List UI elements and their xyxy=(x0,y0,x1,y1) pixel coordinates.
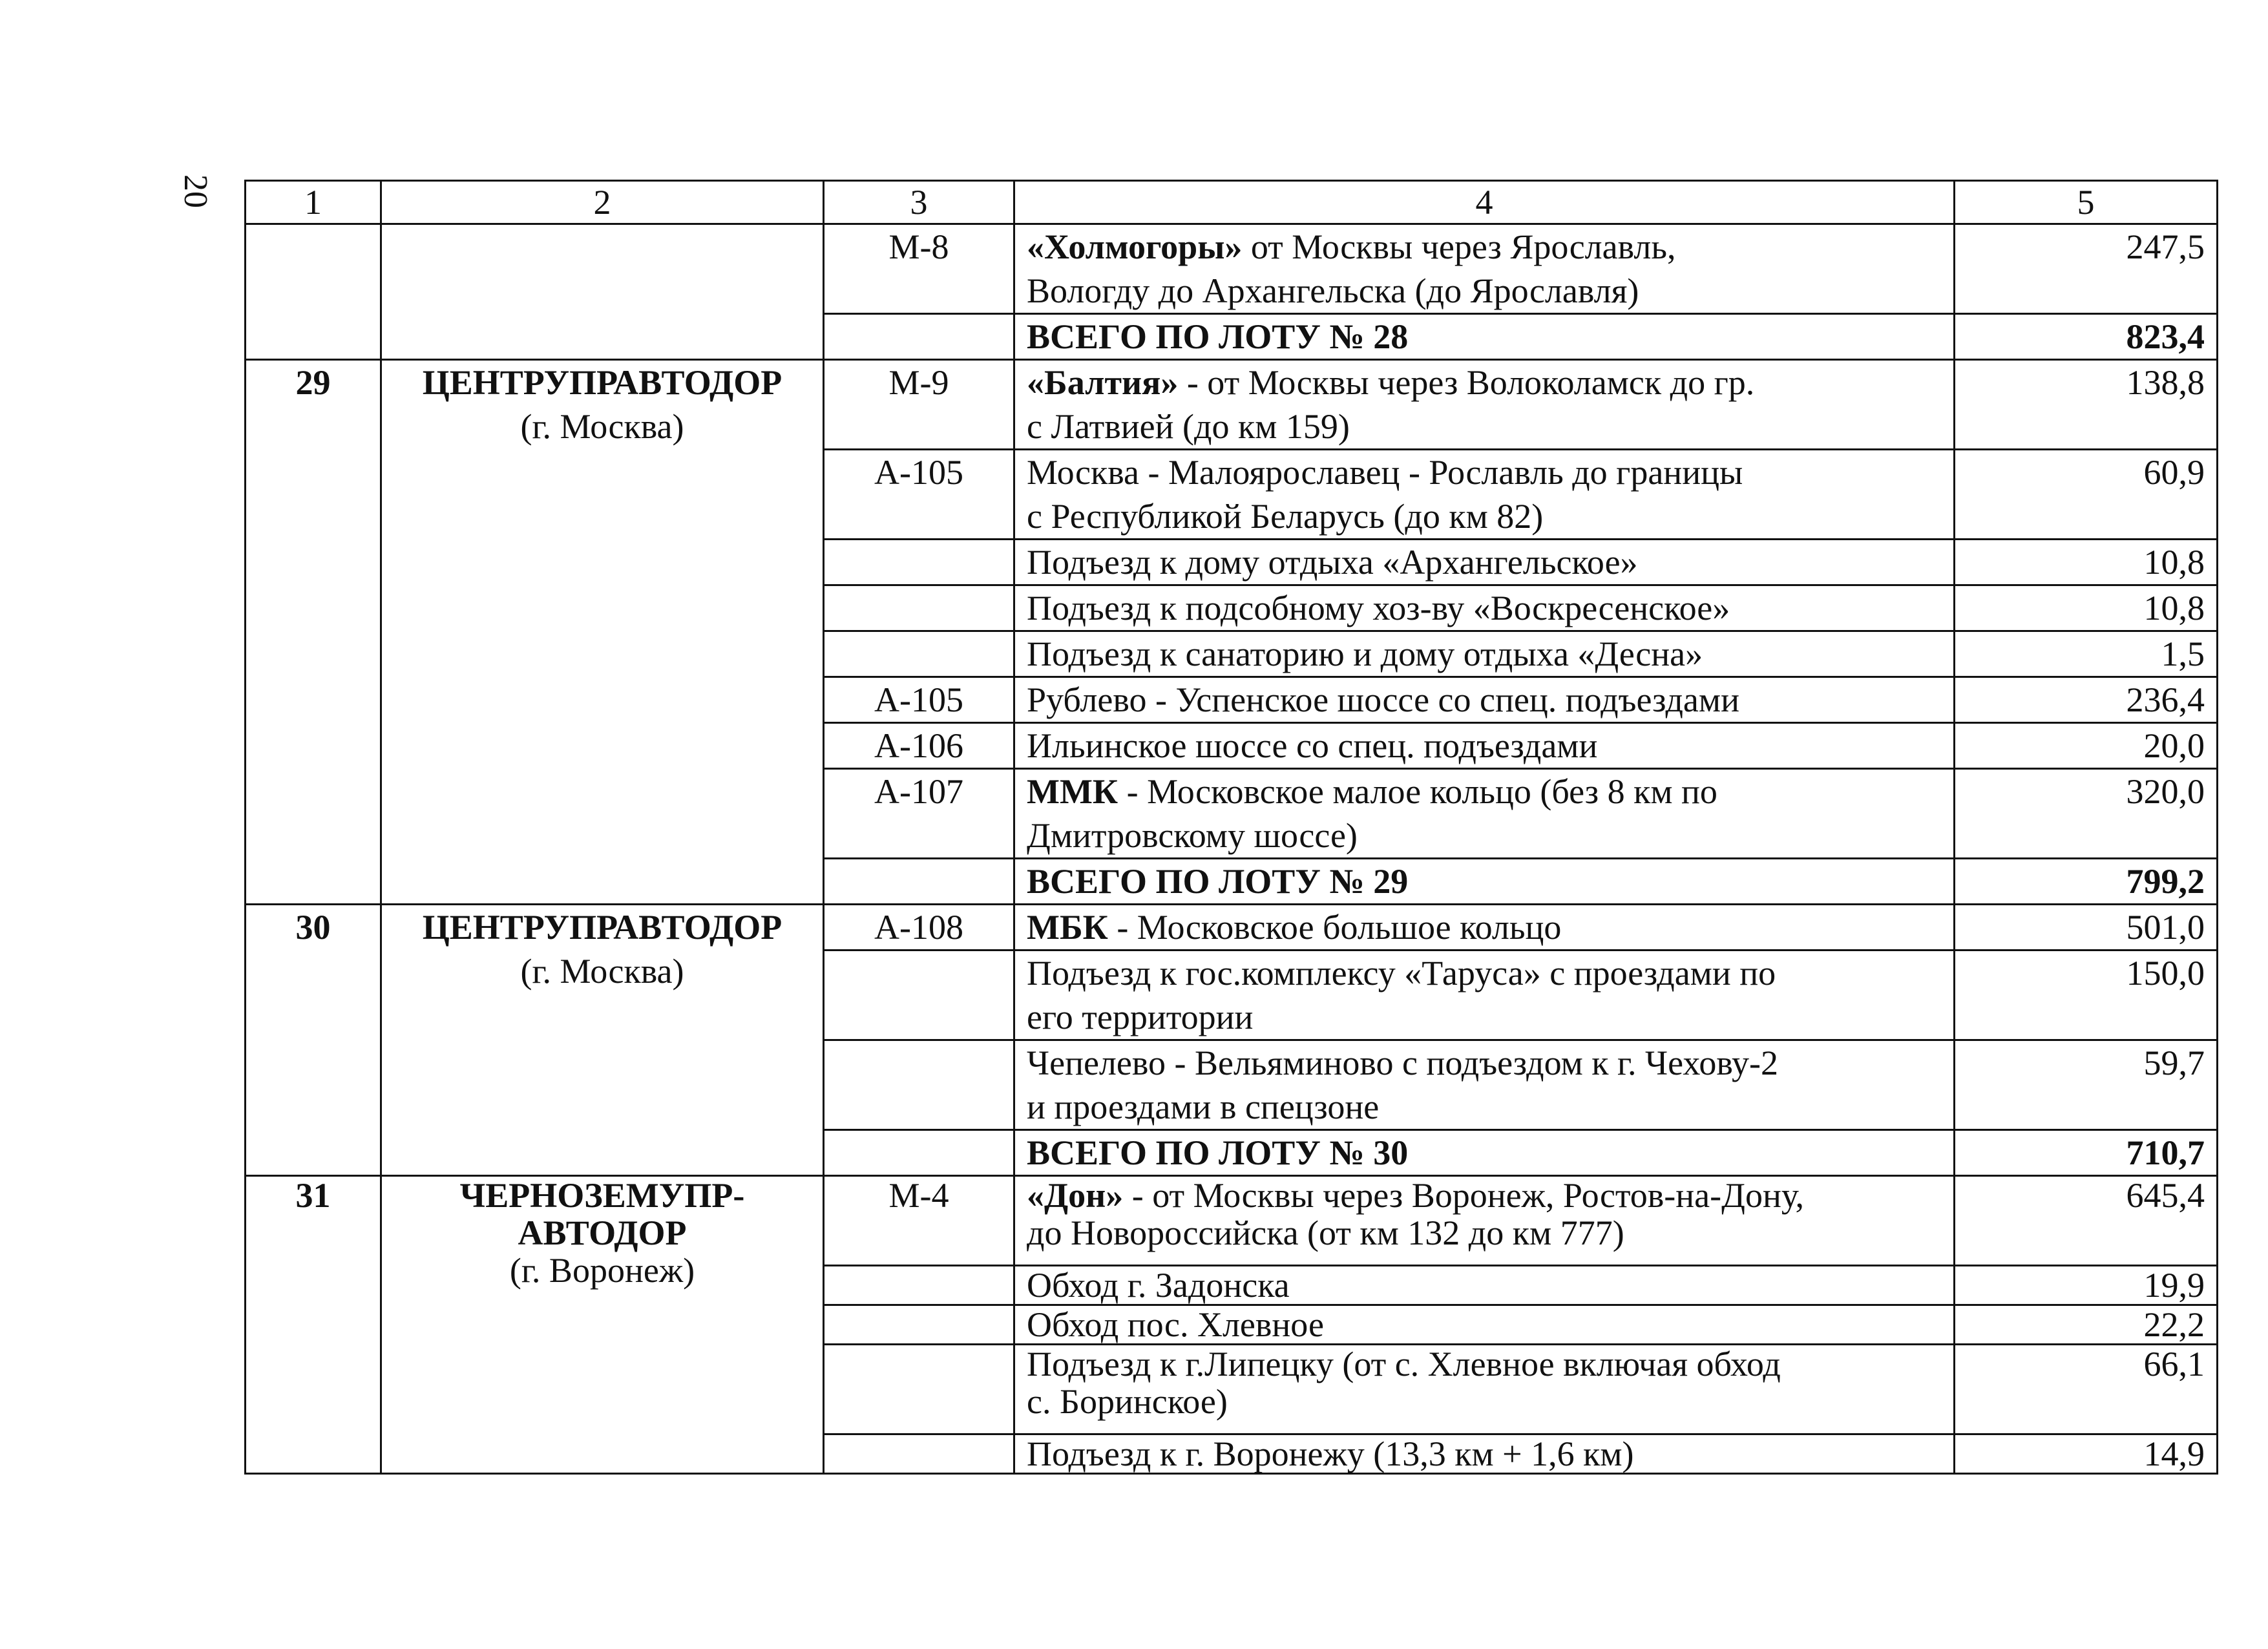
road-name xyxy=(1014,224,1955,314)
organization-city: (г. Москва) xyxy=(520,407,684,446)
header-col-4: 4 xyxy=(1014,181,1955,224)
organization-cell xyxy=(381,224,824,360)
road-name-bold: ММК xyxy=(1027,772,1118,811)
road-code: М-8 xyxy=(824,224,1014,314)
road-length: 645,4 xyxy=(1955,1176,2218,1266)
organization-cell xyxy=(381,905,824,1176)
lot-total-value: 710,7 xyxy=(1955,1130,2218,1176)
road-name-text: - Московское большое кольцо xyxy=(1108,908,1562,947)
road-code xyxy=(824,1434,1014,1474)
road-name xyxy=(1014,1266,1955,1305)
road-code: А-105 xyxy=(824,450,1014,540)
road-name-text: Подъезд к г.Липецку (от с. Хлевное включая обход с. Боринское) xyxy=(1027,1345,1781,1421)
header-col-2: 2 xyxy=(381,181,824,224)
header-col-1: 1 xyxy=(246,181,381,224)
road-length: 19,9 xyxy=(1955,1266,2218,1305)
roads-table-body xyxy=(246,181,2218,1474)
road-name-text: Обход г. Задонска xyxy=(1027,1266,1290,1305)
road-name xyxy=(1014,1176,1955,1266)
road-code xyxy=(824,1266,1014,1305)
road-name-text: - от Москвы через Воронеж, Ростов-на-Дону, до Новороссийска (от км 132 до км 777) xyxy=(1027,1176,1804,1252)
road-code: А-106 xyxy=(824,723,1014,769)
lot-total-label: ВСЕГО ПО ЛОТУ № 30 xyxy=(1014,1130,1955,1176)
road-name xyxy=(1014,450,1955,540)
header-col-5: 5 xyxy=(1955,181,2218,224)
road-code xyxy=(824,951,1014,1040)
lot-total-label: ВСЕГО ПО ЛОТУ № 28 xyxy=(1014,314,1955,360)
lot-total-code xyxy=(824,859,1014,905)
road-code: М-4 xyxy=(824,1176,1014,1266)
road-length: 20,0 xyxy=(1955,723,2218,769)
organization-name: ЦЕНТРУПРАВТОДОР xyxy=(422,908,782,947)
road-length: 60,9 xyxy=(1955,450,2218,540)
table-row xyxy=(246,224,2218,314)
table-row xyxy=(246,360,2218,450)
table-row xyxy=(246,905,2218,951)
road-name-text: Подъезд к подсобному хоз-ву «Воскресенское» xyxy=(1027,589,1730,627)
table-header-row xyxy=(246,181,2218,224)
road-name-text: Подъезд к санаторию и дому отдыха «Десна» xyxy=(1027,635,1703,673)
road-name-text: Чепелево - Вельяминово с подъездом к г. Чехову-2 и проездами в спецзоне xyxy=(1027,1044,1778,1126)
organization-cell xyxy=(381,1176,824,1474)
road-length: 10,8 xyxy=(1955,585,2218,631)
lot-number xyxy=(246,224,381,360)
organization-name: ЦЕНТРУПРАВТОДОР xyxy=(422,363,782,402)
road-name-text: Ильинское шоссе со спец. подъездами xyxy=(1027,726,1598,765)
organization-name: ЧЕРНОЗЕМУПР- АВТОДОР xyxy=(459,1176,745,1252)
header-col-3: 3 xyxy=(824,181,1014,224)
table-row xyxy=(246,1176,2218,1266)
road-name-text: Подъезд к дому отдыха «Архангельское» xyxy=(1027,543,1638,582)
road-code: А-105 xyxy=(824,677,1014,723)
road-code xyxy=(824,1345,1014,1434)
road-name xyxy=(1014,905,1955,951)
road-name-text: Подъезд к гос.комплексу «Таруса» с проездами по его территории xyxy=(1027,954,1776,1036)
road-length: 236,4 xyxy=(1955,677,2218,723)
road-name xyxy=(1014,360,1955,450)
road-length: 14,9 xyxy=(1955,1434,2218,1474)
road-name xyxy=(1014,951,1955,1040)
road-code: А-108 xyxy=(824,905,1014,951)
page-number: 20 xyxy=(177,174,214,208)
roads-table xyxy=(244,180,2218,1475)
road-code xyxy=(824,585,1014,631)
road-length: 10,8 xyxy=(1955,540,2218,585)
road-name-text: - от Москвы через Волоколамск до гр. с Латвией (до км 159) xyxy=(1027,363,1755,446)
road-name-bold: «Дон» xyxy=(1027,1176,1124,1215)
road-name xyxy=(1014,677,1955,723)
lot-total-label: ВСЕГО ПО ЛОТУ № 29 xyxy=(1014,859,1955,905)
road-name xyxy=(1014,1434,1955,1474)
road-length: 320,0 xyxy=(1955,769,2218,859)
road-name-text: от Москвы через Ярославль, Вологду до Архангельска (до Ярославля) xyxy=(1027,227,1676,310)
lot-total-value: 823,4 xyxy=(1955,314,2218,360)
lot-number: 29 xyxy=(246,360,381,905)
road-name xyxy=(1014,1040,1955,1130)
lot-total-code xyxy=(824,1130,1014,1176)
road-length: 247,5 xyxy=(1955,224,2218,314)
road-length: 66,1 xyxy=(1955,1345,2218,1434)
road-code xyxy=(824,1040,1014,1130)
road-name-bold: «Балтия» xyxy=(1027,363,1179,402)
road-name xyxy=(1014,1345,1955,1434)
lot-number: 30 xyxy=(246,905,381,1176)
road-code: М-9 xyxy=(824,360,1014,450)
road-code xyxy=(824,540,1014,585)
road-name xyxy=(1014,631,1955,677)
road-name-text: Москва - Малоярославец - Рославль до границы с Республикой Беларусь (до км 82) xyxy=(1027,453,1743,536)
lot-total-value: 799,2 xyxy=(1955,859,2218,905)
road-length: 1,5 xyxy=(1955,631,2218,677)
road-name-text: Обход пос. Хлевное xyxy=(1027,1305,1324,1344)
lot-number: 31 xyxy=(246,1176,381,1474)
road-length: 150,0 xyxy=(1955,951,2218,1040)
road-name xyxy=(1014,585,1955,631)
road-length: 59,7 xyxy=(1955,1040,2218,1130)
road-name-text: Рублево - Успенское шоссе со спец. подъездами xyxy=(1027,680,1739,719)
road-name xyxy=(1014,540,1955,585)
road-name-bold: МБК xyxy=(1027,908,1108,947)
road-code xyxy=(824,631,1014,677)
organization-cell xyxy=(381,360,824,905)
road-name-bold: «Холмогоры» xyxy=(1027,227,1243,266)
road-name xyxy=(1014,1305,1955,1345)
road-name-text: - Московское малое кольцо (без 8 км по Дмитровскому шоссе) xyxy=(1027,772,1717,855)
road-length: 138,8 xyxy=(1955,360,2218,450)
organization-city: (г. Воронеж) xyxy=(509,1251,695,1290)
road-code xyxy=(824,1305,1014,1345)
road-length: 501,0 xyxy=(1955,905,2218,951)
road-length: 22,2 xyxy=(1955,1305,2218,1345)
lot-total-code xyxy=(824,314,1014,360)
road-code: А-107 xyxy=(824,769,1014,859)
road-name xyxy=(1014,723,1955,769)
organization-city: (г. Москва) xyxy=(520,952,684,991)
road-name xyxy=(1014,769,1955,859)
road-name-text: Подъезд к г. Воронежу (13,3 км + 1,6 км) xyxy=(1027,1434,1634,1473)
